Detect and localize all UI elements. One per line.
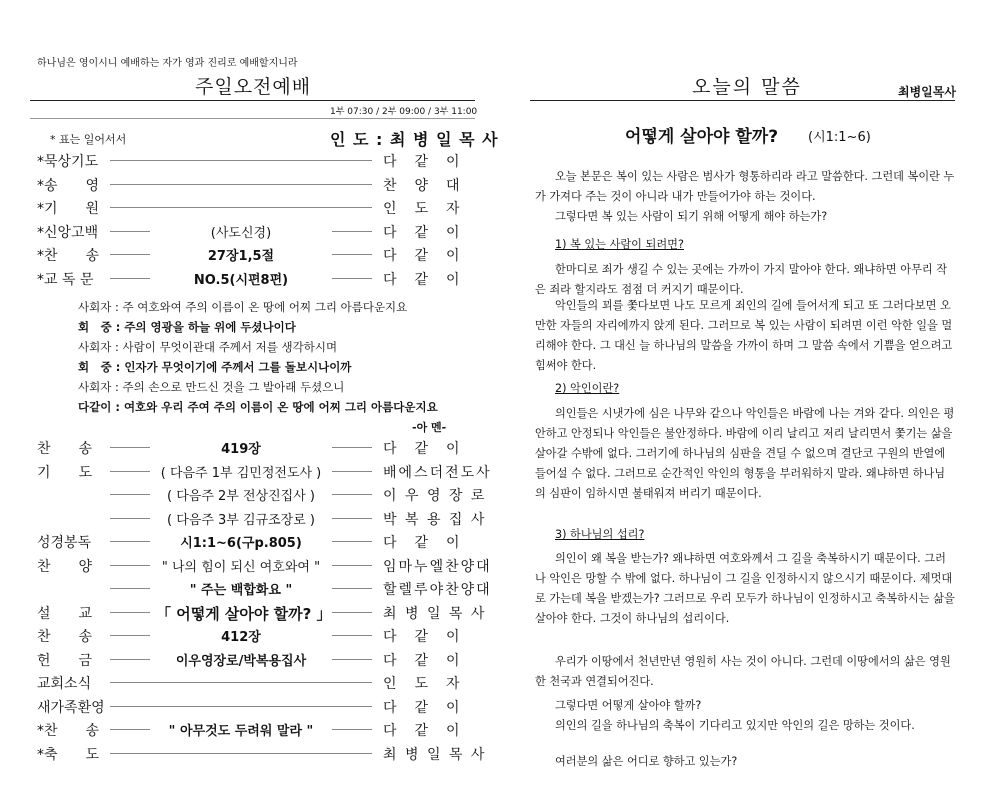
page-title: 주일오전예배 (195, 76, 312, 98)
right-title-divider (530, 100, 955, 101)
leader-line (110, 518, 150, 519)
leader-line (332, 659, 372, 660)
order-label: *찬 송 (37, 723, 100, 739)
order-responsible: 인 도 자 (383, 201, 462, 217)
leader-line (110, 447, 150, 448)
order-item: " 아무것도 두려워 말라 " (168, 724, 314, 739)
leader-line (110, 541, 150, 542)
leader-line (332, 254, 372, 255)
paragraph-5: 의인들은 시냇가에 심은 나무와 같으나 악인들은 바람에 나는 겨와 같다. 의인은 평안하고 안정되나 악인들은 불안정하다. 바람에 이리 날리고 저리 날리면서 쫓기는 삶을 살아갈 수밖에 없다. 그러기에 하나님의 심판을 견딜 수 없으며 결단코 구원의 반열에 들어설 수 없다. 그러므로 순간적인 악인의 형통을 부러워하지 말라. 왜냐하면 하나님의 심판이 임하시면 불태워져 버리기 때문이다. (535, 407, 955, 500)
order-label: *기 원 (37, 201, 100, 217)
order-item: ( 다음주 3부 김규조장로 ) (167, 512, 315, 528)
order-responsible: 인 도 자 (383, 676, 462, 692)
leader-line (110, 659, 150, 660)
order-label: 찬 양 (37, 558, 93, 575)
order-responsible: 배에스더전도사 (383, 464, 492, 481)
order-responsible: 다 같 이 (383, 535, 462, 551)
leader-line (110, 160, 372, 161)
responsive-line (78, 319, 296, 335)
section-heading-3: 3) 하나님의 섭리? (555, 528, 645, 541)
service-leader: 인 도 : 최 병 일 목 사 (330, 130, 499, 149)
order-label: 찬 송 (37, 441, 93, 457)
order-item: 27장1,5절 (207, 249, 275, 264)
leader-line (332, 541, 372, 542)
response-text: 주의 영광을 하늘 위에 두셨나이다 (124, 320, 296, 334)
leader-line (110, 231, 150, 232)
speaker: 회 중 : (78, 360, 125, 374)
leader-line (110, 588, 150, 589)
speaker: 다같이 : (78, 400, 124, 414)
leader-line (332, 612, 372, 613)
order-responsible: 다 같 이 (383, 224, 462, 241)
speaker: 사회자 : (78, 300, 123, 314)
leader-line (110, 494, 150, 495)
response-text: 사람이 무엇이관대 주께서 저를 생각하시며 (122, 340, 338, 354)
right-page-title: 오늘의 말씀 (692, 76, 802, 98)
order-responsible: 이 우 영 장 로 (383, 488, 487, 504)
leader-line (332, 231, 372, 232)
title-divider (30, 100, 475, 101)
order-responsible: 다 같 이 (383, 441, 462, 457)
leader-line (110, 565, 150, 566)
order-responsible: 임마누엘찬양대 (383, 558, 492, 575)
response-text: 주 여호와여 주의 이름이 온 땅에 어찌 그리 아름다운지요 (122, 300, 408, 314)
leader-line (332, 635, 372, 636)
motto: 하나님은 영이시니 예배하는 자가 영과 진리로 예배할지니라 (37, 58, 298, 69)
leader-line (110, 471, 150, 472)
order-item: 이우영장로/박복용집사 (175, 653, 307, 669)
paragraph-7: 우리가 이땅에서 천년만년 영원히 사는 것이 아니다. 그런데 이땅에서의 삶은 영원한 천국과 연결되어진다. (535, 655, 951, 688)
order-item: (사도신경) (210, 225, 272, 241)
order-label: *묵상기도 (37, 154, 99, 170)
order-label: 성경봉독 (37, 535, 92, 551)
order-label: 헌 금 (37, 652, 93, 669)
sermon-reference: (시1:1~6) (808, 130, 871, 145)
order-responsible: 다 같 이 (383, 652, 462, 669)
order-label: 교회소식 (37, 676, 92, 692)
order-label: *축 도 (37, 746, 100, 763)
paragraph-10: 여러분의 삶은 어디로 향하고 있는가? (555, 755, 738, 768)
order-item: ( 다음주 1부 김민정전도사 ) (160, 465, 322, 481)
leader-line (110, 612, 150, 613)
order-responsible: 박 복 용 집 사 (383, 511, 487, 528)
order-responsible: 다 같 이 (383, 629, 462, 645)
order-item: 419장 (221, 442, 261, 457)
order-responsible: 다 같 이 (383, 248, 462, 264)
paragraph-3: 한마디로 죄가 생길 수 있는 곳에는 가까이 가지 말아야 한다. 왜냐하면 아무리 작은 죄라 할지라도 점점 더 커지기 때문이다. (535, 263, 948, 296)
order-responsible: 다 같 이 (383, 271, 462, 288)
leader-line (332, 278, 372, 279)
order-item: NO.5(시편8편) (193, 272, 289, 288)
leader-line (332, 518, 372, 519)
paragraph-4: 악인들의 꾀를 쫓다보면 나도 모르게 죄인의 길에 들어서게 되고 또 그러다보면 오만한 자들의 자리에까지 앉게 된다. 그러므로 복 있는 사람이 되려면 이런 악한 일을 멀리해야 한다. 그 대신 늘 하나님의 말씀을 가까이 하며 그 말씀 속에서 기쁨을 얻으려고 힘써야 한다. (535, 299, 953, 372)
order-label: *송 영 (37, 177, 100, 194)
leader-line (110, 184, 372, 185)
paragraph-1: 오늘 본문은 복이 있는 사람은 범사가 형통하리라 라고 말씀한다. 그런데 복이란 누가 가져다 주는 것이 아니라 내가 만들어가야 하는 것이다. (535, 170, 955, 203)
responsive-line (78, 339, 337, 355)
order-item: ( 다음주 2부 전상진집사 ) (167, 489, 315, 504)
responsive-line (78, 379, 344, 395)
speaker: 회 중 : (78, 320, 125, 334)
leader-line (332, 447, 372, 448)
responsive-line (78, 299, 407, 315)
leader-line (110, 254, 150, 255)
response-text: 주의 손으로 만드신 것을 그 발아래 두셨으니 (122, 380, 345, 394)
order-label: 찬 송 (37, 629, 93, 645)
responsive-line (78, 359, 351, 375)
leader-line (110, 207, 372, 208)
leader-line (332, 588, 372, 589)
standing-note: * 표는 일어서서 (50, 133, 127, 146)
order-responsible: 다 같 이 (383, 154, 462, 170)
responsive-line (78, 399, 438, 415)
paragraph-6: 의인이 왜 복을 받는가? 왜냐하면 여호와께서 그 길을 축복하시기 때문이다. 그러나 악인은 망할 수 밖에 없다. 하나님이 그 길을 인정하시지 않으시기 때문이다. 제멋대로 가는데 복을 받겠는가? 그러므로 우리 모두가 하나님이 인정하시고 축복하시는 삶을 살아야 한다. 그것이 하나님의 섭리이다. (535, 552, 955, 625)
leader-line (110, 635, 150, 636)
order-responsible: 최 병 일 목 사 (383, 605, 487, 622)
service-times: 1부 07:30 / 2부 09:00 / 3부 11:00 (330, 107, 478, 117)
leader-line (332, 494, 372, 495)
order-item: 412장 (221, 630, 261, 645)
order-item: 「 어떻게 살아야 할까? 」 (156, 604, 332, 623)
author: 최병일목사 (898, 85, 956, 99)
order-label: *찬 송 (37, 248, 100, 264)
order-label: 새가족환영 (37, 699, 105, 716)
leader-line (110, 753, 372, 754)
order-responsible: 다 같 이 (383, 723, 462, 739)
sermon-title: 어떻게 살아야 할까? (625, 127, 779, 147)
order-responsible: 찬 양 대 (383, 177, 462, 194)
times-divider (30, 118, 475, 119)
leader-line (332, 471, 372, 472)
response-text: 여호와 우리 주여 주의 이름이 온 땅에 어찌 그리 아름다운지요 (123, 400, 438, 414)
section-heading-1: 1) 복 있는 사람이 되려면? (555, 238, 684, 251)
leader-line (110, 682, 372, 683)
paragraph-8: 그렇다면 어떻게 살아야 할까? (555, 699, 702, 712)
order-responsible: 할렐루야찬양대 (383, 582, 492, 598)
leader-line (332, 729, 372, 730)
paragraph-9: 의인의 길을 하나님의 축복이 기다리고 있지만 악인의 길은 망하는 것이다. (555, 719, 915, 732)
leader-line (332, 565, 372, 566)
order-label: 기 도 (37, 464, 93, 481)
order-responsible: 최 병 일 목 사 (383, 746, 487, 763)
speaker: 사회자 : (78, 380, 123, 394)
leader-line (110, 706, 372, 707)
order-label: 설 교 (37, 605, 93, 622)
amen: -아 멘- (412, 421, 447, 434)
order-item: " 나의 힘이 되신 여호와여 " (161, 559, 321, 575)
leader-line (110, 278, 150, 279)
order-item: 시1:1~6(구p.805) (180, 536, 302, 551)
speaker: 사회자 : (78, 340, 123, 354)
leader-line (110, 729, 150, 730)
response-text: 인자가 무엇이기에 주께서 그를 돌보시나이까 (124, 360, 352, 374)
paragraph-2: 그렇다면 복 있는 사람이 되기 위해 어떻게 해야 하는가? (555, 210, 828, 223)
order-item: " 주는 백합화요 " (189, 583, 293, 598)
order-responsible: 다 같 이 (383, 699, 462, 716)
section-heading-2: 2) 악인이란? (555, 382, 620, 395)
order-label: *교 독 문 (37, 271, 94, 288)
order-label: *신앙고백 (37, 224, 99, 241)
